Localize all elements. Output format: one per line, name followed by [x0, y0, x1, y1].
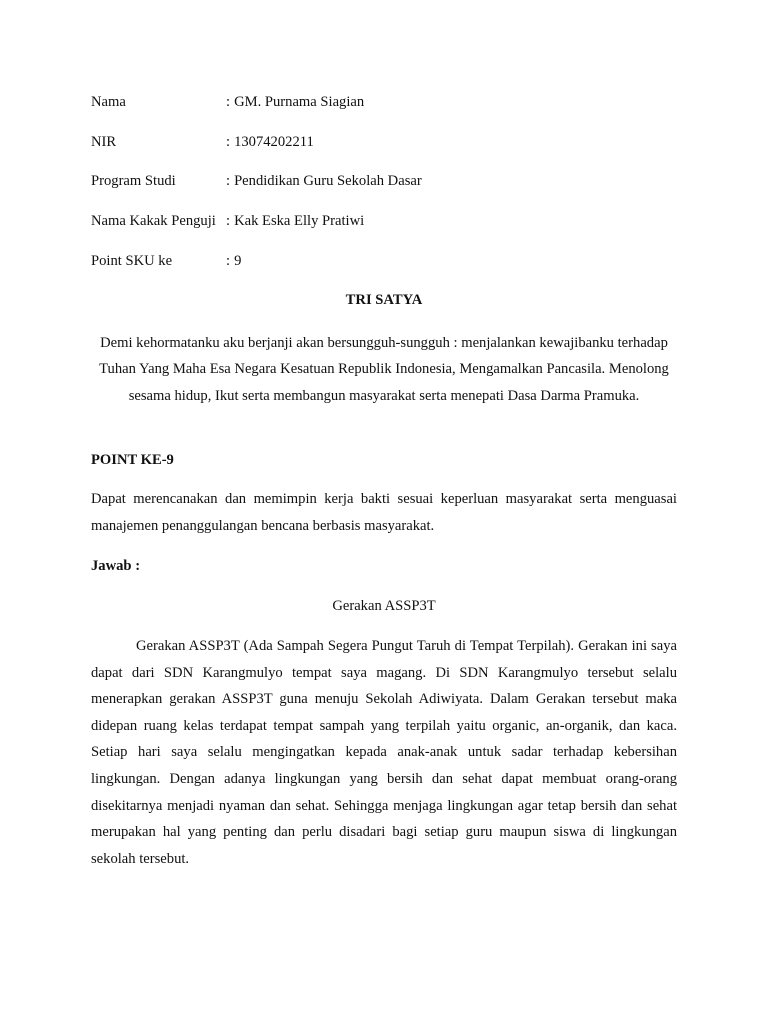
point-text: Dapat merencanakan dan memimpin kerja bakti sesuai keperluan masyarakat serta menguasai manajemen penanggulangan bencana berbasis masyarakat.	[91, 491, 677, 534]
info-value	[226, 211, 364, 231]
info-row-program-studi	[91, 171, 677, 191]
info-label: NIR	[91, 134, 117, 150]
tri-satya-text: Demi kehormatanku aku berjanji akan bersungguh-sungguh : menjalankan kewajibanku terhadap Tuhan Yang Maha Esa Negara Kesatuan Republik Indonesia, Mengamalkan Pancasila. Menolong sesama hidup, Ikut serta membangun masyarakat serta menepati Dasa Darma Pramuka.	[99, 335, 669, 404]
info-separator: :	[226, 213, 231, 229]
info-value-text: GM. Purnama Siagian	[234, 94, 365, 110]
info-value-text: Kak Eska Elly Pratiwi	[234, 213, 365, 229]
info-separator: :	[226, 253, 231, 269]
answer-title: Gerakan ASSP3T	[332, 598, 436, 614]
info-value	[226, 251, 241, 271]
info-separator: :	[226, 94, 231, 110]
info-row-penguji	[91, 211, 677, 231]
answer-label: Jawab :	[91, 558, 141, 574]
answer-text: Gerakan ASSP3T (Ada Sampah Segera Pungut Taruh di Tempat Terpilah). Gerakan ini saya dapat dari SDN Karangmulyo tempat saya magang. Di SDN Karangmulyo tersebut selalu menerapkan gerakan ASSP3T guna menuju Sekolah Adiwiyata. Dalam Gerakan tersebut maka didepan ruang kelas terdapat tempat sampah yang terpilah yaitu organic, an-organik, dan kaca. Setiap hari saya selalu mengingatkan kepada anak-anak untuk sadar terhadap kebersihan lingkungan. Dengan adanya lingkungan yang bersih dan sehat dapat membuat orang-orang disekitarnya menjadi nyaman dan sehat. Sehingga menjaga lingkungan agar tetap bersih dan sehat merupakan hal yang penting dan perlu disadari bagi setiap guru maupun siswa di lingkungan sekolah tersebut.	[91, 638, 677, 867]
info-value	[226, 171, 422, 191]
info-label: Nama Kakak Penguji	[91, 213, 216, 229]
info-value	[226, 132, 314, 152]
info-value-text: 13074202211	[234, 134, 314, 150]
info-value-text: 9	[234, 253, 242, 269]
info-value	[226, 92, 364, 112]
info-row-point-sku	[91, 251, 677, 271]
tri-satya-title: TRI SATYA	[345, 292, 423, 308]
info-separator: :	[226, 173, 231, 189]
info-label: Point SKU ke	[91, 253, 173, 269]
info-label: Nama	[91, 94, 126, 110]
info-row-nama	[91, 92, 677, 112]
info-label: Program Studi	[91, 173, 176, 189]
info-separator: :	[226, 134, 231, 150]
info-row-nir	[91, 132, 677, 152]
point-title: POINT KE-9	[91, 452, 174, 468]
info-value-text: Pendidikan Guru Sekolah Dasar	[234, 173, 422, 189]
